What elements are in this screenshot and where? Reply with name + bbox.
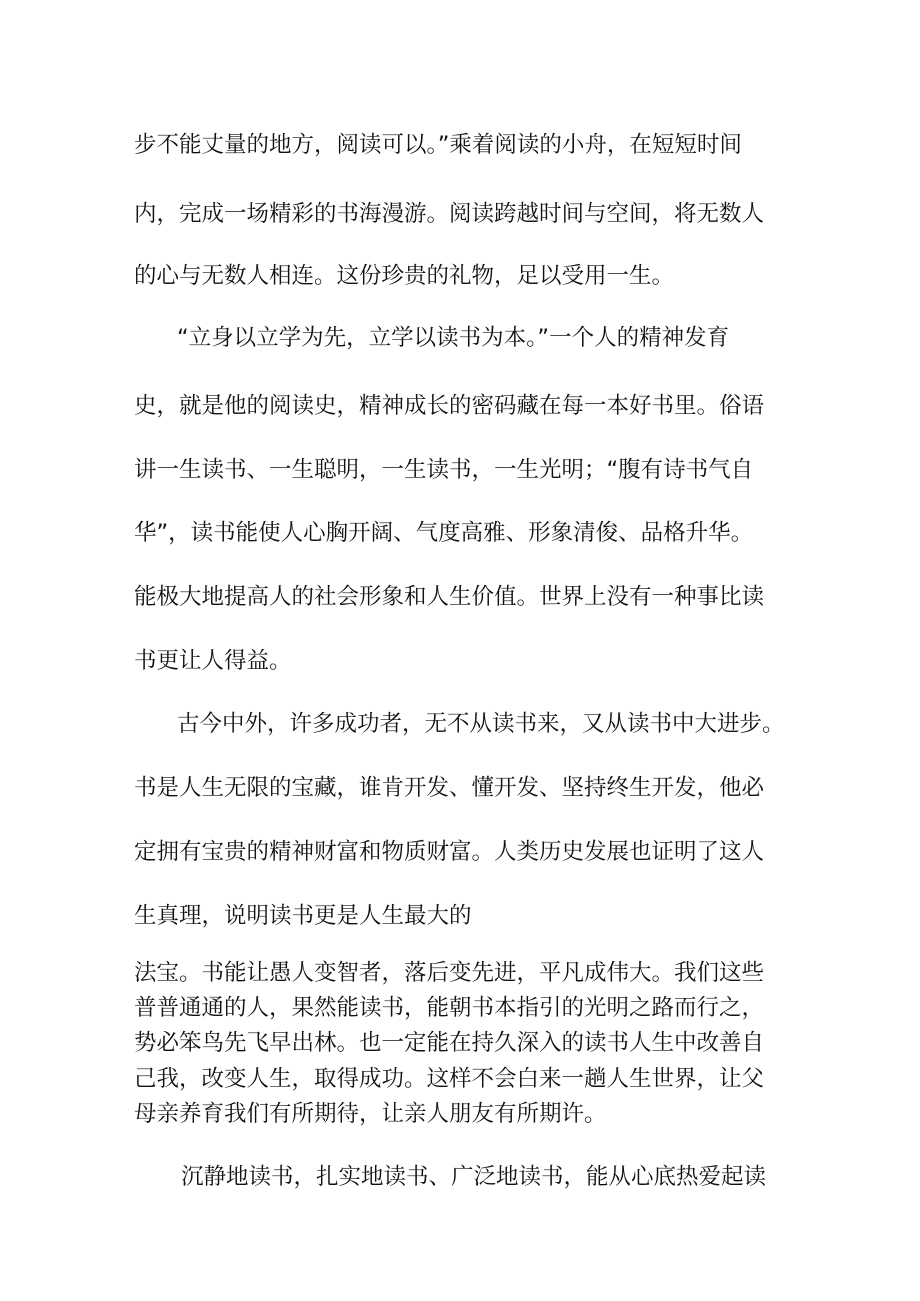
text-line: 讲一生读书、一生聪明，一生读书，一生光明；“腹有诗书气自 (134, 457, 754, 483)
text-line: 法宝。书能让愚人变智者，落后变先进，平凡成伟大。我们这些 (134, 960, 765, 986)
paragraph-start-line: 沉静地读书，扎实地读书、广泛地读书，能从心底热爱起读 (181, 1164, 767, 1190)
text-line: 普普通通的人，果然能读书，能朝书本指引的光明之路而行之， (134, 995, 765, 1021)
text-line: 步不能丈量的地方，阅读可以。”乘着阅读的小舟，在短短时间 (134, 132, 742, 158)
paragraph-start-line: 古今中外，许多成功者，无不从读书来，又从读书中大进步。 (177, 711, 785, 737)
text-line: 内，完成一场精彩的书海漫游。阅读跨越时间与空间，将无数人 (134, 201, 765, 227)
text-line: 华”，读书能使人心胸开阔、气度高雅、形象清俊、品格升华。 (134, 520, 754, 546)
text-line: 的心与无数人相连。这份珍贵的礼物，足以受用一生。 (134, 263, 675, 289)
text-line: 母亲养育我们有所期待，让亲人朋友有所期许。 (134, 1101, 607, 1127)
paragraph-start-line: “立身以立学为先，立学以读书为本。”一个人的精神发育 (177, 325, 730, 351)
text-line: 定拥有宝贵的精神财富和物质财富。人类历史发展也证明了这人 (134, 839, 765, 865)
text-line: 书是人生无限的宝藏，谁肯开发、懂开发、坚持终生开发，他必 (134, 775, 765, 801)
text-line: 书更让人得益。 (134, 648, 292, 674)
text-line: 生真理，说明读书更是人生最大的 (134, 903, 472, 929)
text-line: 势必笨鸟先飞早出林。也一定能在持久深入的读书人生中改善自 (134, 1030, 765, 1056)
text-line: 史，就是他的阅读史，精神成长的密码藏在每一本好书里。俗语 (134, 393, 765, 419)
text-line: 能极大地提高人的社会形象和人生价值。世界上没有一种事比读 (134, 584, 765, 610)
text-line: 己我，改变人生，取得成功。这样不会白来一趟人生世界，让父 (134, 1066, 765, 1092)
